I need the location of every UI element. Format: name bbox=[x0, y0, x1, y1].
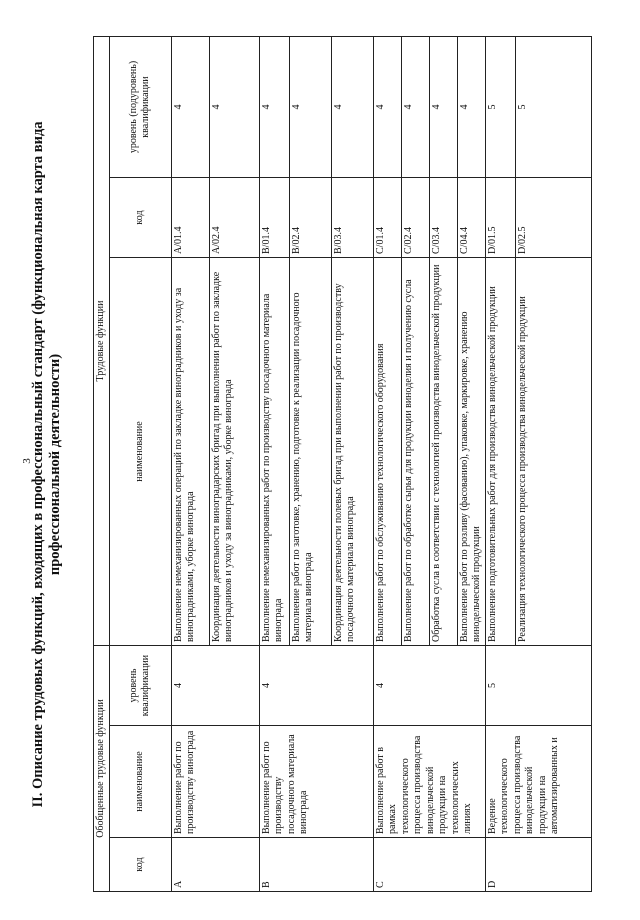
group-code: A bbox=[171, 838, 259, 892]
function-code: B/03.4 bbox=[331, 178, 373, 258]
function-name: Реализация технологического процесса производства винодельческой продукции bbox=[515, 258, 591, 646]
function-level: 4 bbox=[401, 37, 429, 178]
function-code: C/04.4 bbox=[457, 178, 485, 258]
group-name: Ведение технологического процесса производства винодельческой продукции на автоматизированных и bbox=[485, 726, 591, 838]
function-level: 4 bbox=[209, 37, 259, 178]
table-row bbox=[373, 37, 401, 892]
functional-map-table bbox=[93, 36, 592, 892]
page-number: 3 bbox=[20, 458, 33, 464]
header-function-level: уровень (подуровень) квалификации bbox=[109, 37, 171, 178]
function-name: Обработка сусла в соответствии с технологией производства винодельческой продукции bbox=[429, 258, 457, 646]
header-name: наименование bbox=[109, 726, 171, 838]
function-name: Выполнение работ по обслуживанию технологического оборудования bbox=[373, 258, 401, 646]
group-name: Выполнение работ в рамках технологического процесса производства винодельческой продукции на технологических линиях bbox=[373, 726, 485, 838]
group-code: C bbox=[373, 838, 485, 892]
function-code: B/01.4 bbox=[259, 178, 289, 258]
header-level: уровень квалификации bbox=[109, 646, 171, 726]
header-code: код bbox=[109, 838, 171, 892]
function-level: 4 bbox=[457, 37, 485, 178]
function-name: Выполнение немеханизированных операций по закладке виноградников и уходу за виноградниками, уборке винограда bbox=[171, 258, 209, 646]
function-code: A/01.4 bbox=[171, 178, 209, 258]
header-labor-functions: Трудовые функции bbox=[94, 37, 110, 646]
function-code: C/03.4 bbox=[429, 178, 457, 258]
group-level: 4 bbox=[171, 646, 259, 726]
function-level: 5 bbox=[485, 37, 515, 178]
function-level: 4 bbox=[289, 37, 331, 178]
function-name: Выполнение немеханизированных работ по производству посадочного материала винограда bbox=[259, 258, 289, 646]
function-name: Координация деятельности полевых бригад при выполнении работ по производству посадочного материала винограда bbox=[331, 258, 373, 646]
function-level: 4 bbox=[373, 37, 401, 178]
header-generalized-functions: Обобщенные трудовые функции bbox=[94, 646, 110, 892]
function-level: 4 bbox=[429, 37, 457, 178]
function-code: B/02.4 bbox=[289, 178, 331, 258]
document-title bbox=[30, 75, 66, 855]
function-name: Выполнение работ по заготовке, хранению, подготовке к реализации посадочного материала винограда bbox=[289, 258, 331, 646]
group-level: 4 bbox=[373, 646, 485, 726]
group-code: D bbox=[485, 838, 591, 892]
title-line-2: профессиональной деятельности) bbox=[47, 353, 63, 576]
header-function-name: наименование bbox=[109, 258, 171, 646]
function-level: 5 bbox=[515, 37, 591, 178]
function-code: C/01.4 bbox=[373, 178, 401, 258]
group-code: B bbox=[259, 838, 373, 892]
table-row bbox=[171, 37, 209, 892]
table-body bbox=[171, 37, 591, 892]
function-code: A/02.4 bbox=[209, 178, 259, 258]
rotated-page-content bbox=[30, 37, 590, 892]
function-level: 4 bbox=[259, 37, 289, 178]
group-name: Выполнение работ по производству посадочного материала винограда bbox=[259, 726, 373, 838]
function-level: 4 bbox=[171, 37, 209, 178]
function-code: C/02.4 bbox=[401, 178, 429, 258]
group-level: 4 bbox=[259, 646, 373, 726]
group-name: Выполнение работ по производству винограда bbox=[171, 726, 259, 838]
function-name: Координация деятельности виноградарских бригад при выполнении работ по закладке виноградников и уходу за виноградниками, уборке винограда bbox=[209, 258, 259, 646]
function-name: Выполнение работ по розливу (фасованию), упаковке, маркировке, хранению винодельческой продукции bbox=[457, 258, 485, 646]
table-row bbox=[259, 37, 289, 892]
function-name: Выполнение подготовительных работ для производства винодельческой продукции bbox=[485, 258, 515, 646]
function-code: D/02.5 bbox=[515, 178, 591, 258]
title-line-1: II. Описание трудовых функций, входящих в профессиональный стандарт (функциональная карта вида bbox=[30, 121, 46, 808]
header-function-code: код bbox=[109, 178, 171, 258]
table-row bbox=[485, 37, 515, 892]
function-code: D/01.5 bbox=[485, 178, 515, 258]
function-name: Выполнение работ по обработке сырья для продукции виноделия и получению сусла bbox=[401, 258, 429, 646]
function-level: 4 bbox=[331, 37, 373, 178]
group-level: 5 bbox=[485, 646, 591, 726]
